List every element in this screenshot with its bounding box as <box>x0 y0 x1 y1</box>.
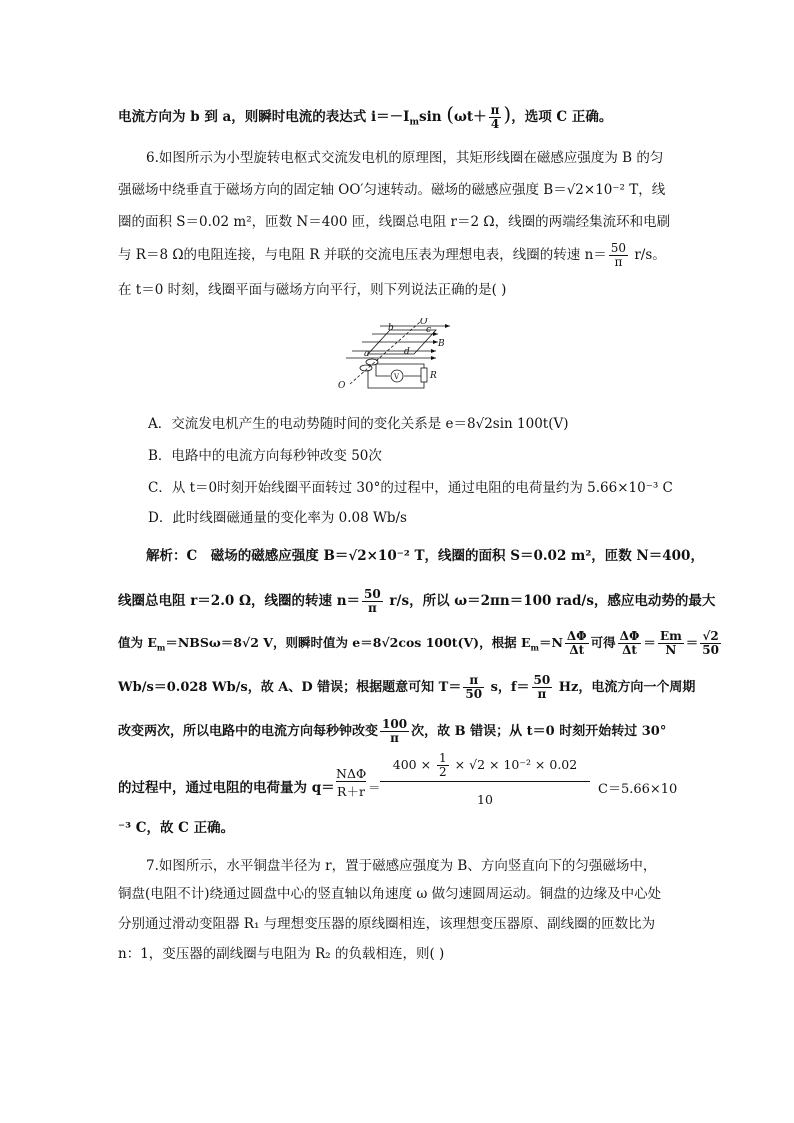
q7-line-2: 铜盘(电阻不计)绕通过圆盘中心的竖直轴以角速度 ω 做匀速圆周运动。铜盘的边缘及中心处 <box>118 886 662 902</box>
text: ，选项 C 正确。 <box>511 109 613 125</box>
fraction <box>618 630 642 657</box>
fraction <box>609 242 628 269</box>
q6-line-3: 圈的面积 S＝0.02 m²，匝数 N＝400 匝，线圈总电阻 r＝2 Ω，线圈的两端经集流环和电刷 <box>118 214 671 230</box>
left-paren: ( <box>446 102 455 126</box>
fraction <box>658 630 684 657</box>
numerator: Em <box>659 629 682 643</box>
denominator: π <box>614 255 623 269</box>
text: Hz，电流方向一个周期 <box>554 680 696 695</box>
half-fraction <box>437 752 449 779</box>
text: 线圈总电阻 r＝2.0 Ω，线圈的转速 n＝ <box>118 593 361 609</box>
text: 次，故 B 错误；从 t＝0 时刻开始转过 30° <box>411 724 667 739</box>
label-field-b: B <box>438 339 445 349</box>
label-o: O <box>338 381 346 391</box>
text: 改变两次，所以电路中的电流方向每秒钟改变 <box>118 724 379 739</box>
prev-answer-line <box>118 104 678 133</box>
fraction <box>362 588 383 615</box>
text: × √2 × 10⁻² × 0.02 <box>450 757 578 772</box>
denominator: π <box>537 687 547 701</box>
option-c: C．从 t＝0时刻开始线圈平面转过 30°的过程中，通过电阻的电荷量约为 5.66×10⁻³ C <box>148 480 673 496</box>
solution-line-4 <box>118 673 696 701</box>
text: s，f＝ <box>486 680 530 695</box>
denominator: Δt <box>622 643 637 657</box>
text: 值为 E <box>118 635 157 650</box>
denominator: R＋r <box>337 784 365 799</box>
text: ＝ <box>685 635 699 650</box>
text: r/s，所以 ω＝2πn＝100 rad/s，感应电动势的最大 <box>384 593 716 609</box>
text: ωt＋ <box>454 109 487 125</box>
numerator: ΔΦ <box>566 629 587 643</box>
fraction <box>700 630 721 657</box>
label-resistor: R <box>430 371 437 381</box>
text: 可得 <box>590 635 616 650</box>
option-b: B．电路中的电流方向每秒钟改变 50次 <box>148 448 382 464</box>
solution-line-1: 解析：C 磁场的磁感应强度 B＝√2×10⁻² T，线圈的面积 S＝0.02 m²，匝数 N＝400， <box>146 548 704 564</box>
text: 与 R＝8 Ω的电阻连接，与电阻 R 并联的交流电压表为理想电表，线圈的转速 n＝ <box>118 247 607 263</box>
numerator: ΔΦ <box>619 629 640 643</box>
label-b: b <box>388 323 394 333</box>
text: 400 × <box>392 757 436 772</box>
solution-line-3 <box>118 629 719 658</box>
q7-line-4: n：1，变压器的副线圈与电阻为 R₂ 的负载相连，则( ) <box>118 946 445 962</box>
text: sin <box>418 109 442 125</box>
label-voltmeter: V <box>394 373 400 381</box>
solution-line-5 <box>118 718 678 745</box>
q6-line-5: 在 t＝0 时刻，线圈平面与磁场方向平行，则下列说法正确的是( ) <box>118 282 507 298</box>
numerator: 50 <box>533 673 551 687</box>
numerator: 100 <box>382 717 408 731</box>
generator-diagram <box>338 318 458 396</box>
subscript: m <box>530 642 539 653</box>
q6-line-1: 6.如图所示为小型旋转电枢式交流发电机的原理图，其矩形线圈在磁感应强度为 B 的匀 <box>146 150 664 166</box>
denominator: 50 <box>465 687 483 701</box>
denominator: 10 <box>477 792 493 807</box>
fraction <box>532 674 553 701</box>
equals: ＝ <box>368 780 381 795</box>
right-paren: ) <box>503 102 512 126</box>
solution-line-2 <box>118 587 716 615</box>
q6-line-4 <box>118 242 678 269</box>
label-o-prime: O′ <box>420 318 430 327</box>
numerator: 1 <box>439 751 447 765</box>
resistor <box>421 368 427 382</box>
text: 电流方向为 b 到 a，则瞬时电流的表达式 i＝－I <box>118 109 410 125</box>
fraction <box>565 630 589 657</box>
option-a: A．交流发电机产生的电动势随时间的变化关系是 e＝8√2sin 100t(V) <box>148 416 569 432</box>
text: ＝ <box>643 635 656 650</box>
charge-formula-fraction <box>336 766 366 800</box>
solution-line-7: ⁻³ C，故 C 正确。 <box>118 820 235 836</box>
text: ＝N <box>538 635 563 650</box>
denominator: Δt <box>569 643 585 657</box>
text: 的过程中，通过电阻的电荷量为 q＝ <box>118 780 335 796</box>
q6-line-2: 强磁场中绕垂直于磁场方向的固定轴 OO′匀速转动。磁场的磁感应强度 B＝√2×10⁻² T，线 <box>118 182 666 198</box>
text: r/s。 <box>630 247 666 263</box>
numerator: √2 <box>700 630 721 644</box>
numerator <box>380 752 590 782</box>
denominator: 4 <box>490 117 500 131</box>
numerator: 50 <box>364 587 381 601</box>
option-d: D．此时线圈磁通量的变化率为 0.08 Wb/s <box>148 510 407 526</box>
label-a: a <box>364 349 370 359</box>
denominator: N <box>665 643 677 657</box>
text: C＝5.66×10 <box>598 782 678 797</box>
wire <box>376 364 390 376</box>
q7-line-3: 分别通过滑动变阻器 R₁ 与理想变压器的原线圈相连，该理想变压器原、副线圈的匝数比为 <box>118 916 656 932</box>
label-c: c <box>426 325 432 335</box>
numerator: π <box>490 103 500 117</box>
numerator: NΔΦ <box>336 766 367 781</box>
denominator: 50 <box>702 643 719 657</box>
label-d: d <box>404 347 410 357</box>
numerator: 50 <box>610 241 627 255</box>
denominator: π <box>367 601 377 615</box>
subscript: m <box>409 117 419 128</box>
numerator: π <box>463 674 484 688</box>
fraction <box>489 104 502 131</box>
subscript: m <box>156 642 166 653</box>
fraction <box>463 674 484 701</box>
fraction <box>380 718 409 745</box>
denominator: 2 <box>439 765 447 779</box>
charge-value-fraction <box>380 752 590 807</box>
text: Wb/s＝0.028 Wb/s，故 A、D 错误；根据题意可知 T＝ <box>118 680 462 695</box>
q7-line-1: 7.如图所示，水平铜盘半径为 r，置于磁感应强度为 B、方向竖直向下的匀强磁场中， <box>146 858 657 874</box>
denominator: π <box>390 731 399 745</box>
text: ＝NBSω＝8√2 V，则瞬时值为 e＝8√2cos 100t(V)，根据 E <box>165 635 531 650</box>
